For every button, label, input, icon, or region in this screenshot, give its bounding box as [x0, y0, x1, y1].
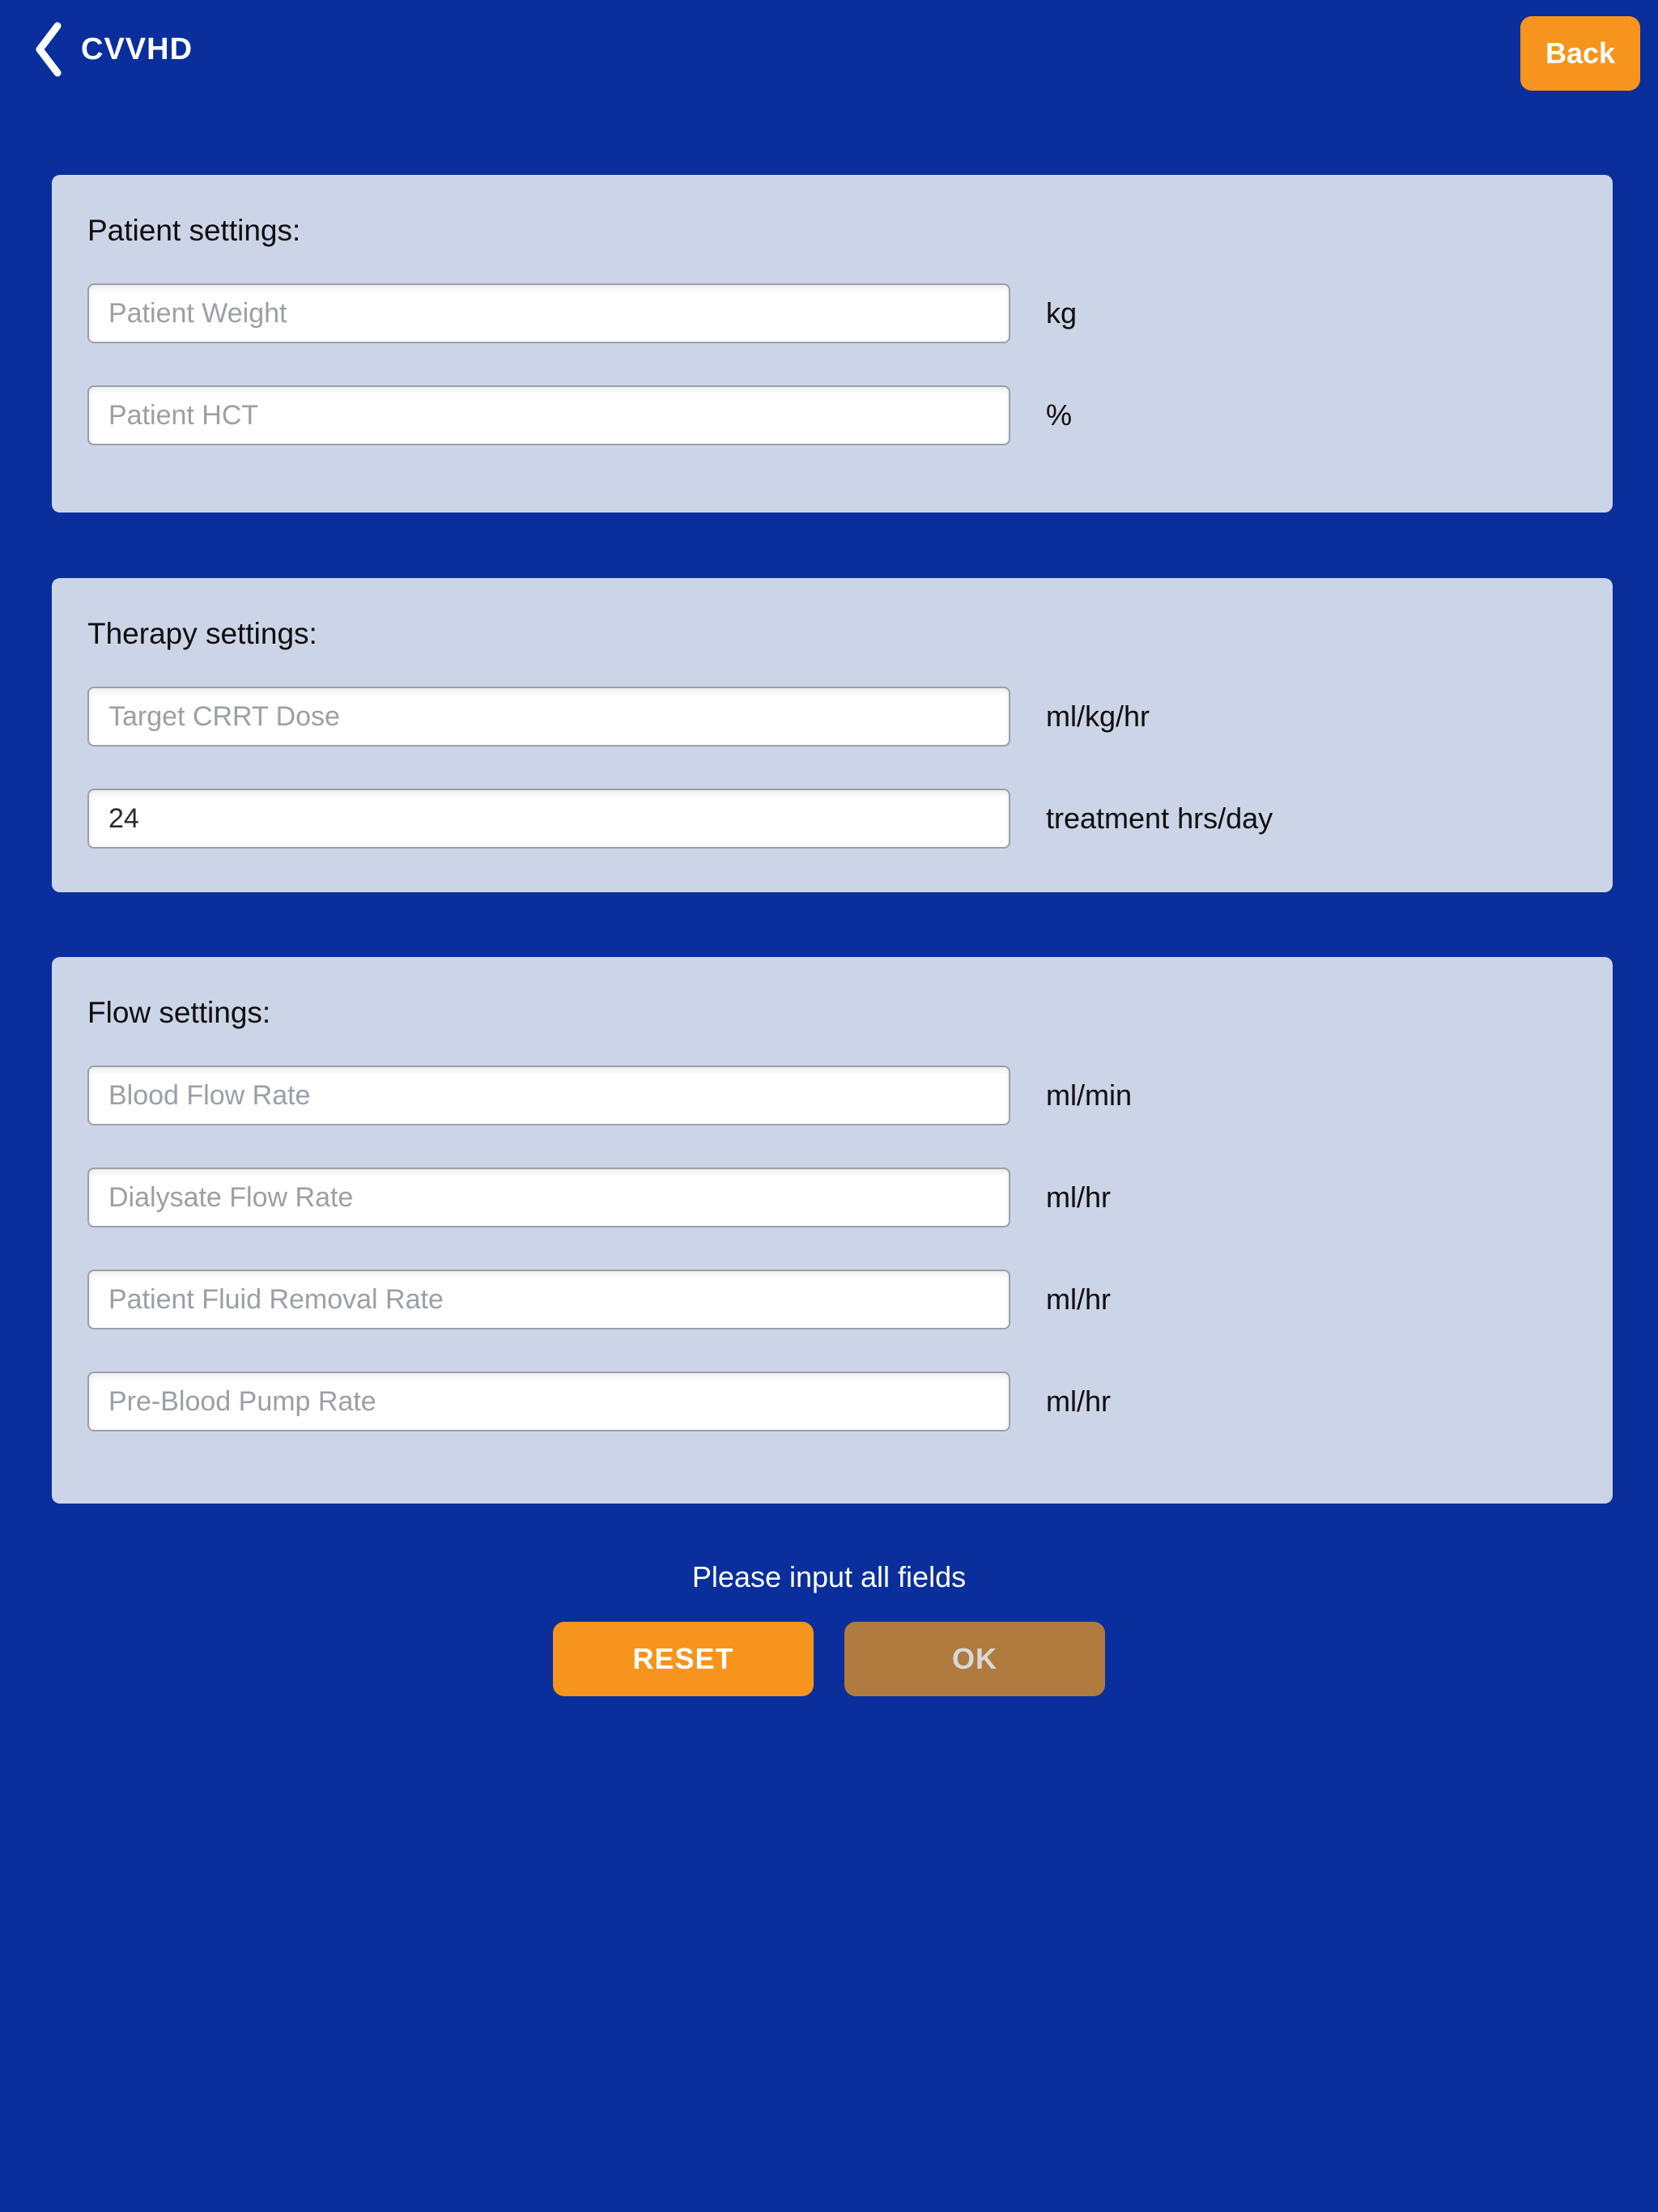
patient-settings-panel	[52, 175, 1613, 513]
back-nav[interactable]	[32, 21, 193, 78]
flow-settings-panel	[52, 957, 1613, 1504]
patient-hct-unit: %	[1046, 398, 1073, 432]
therapy-settings-title: Therapy settings:	[87, 617, 317, 650]
blood-flow-rate-input[interactable]	[87, 1066, 1010, 1125]
patient-hct-row	[87, 385, 1613, 445]
treatment-hours-row	[87, 789, 1613, 849]
target-crrt-dose-row	[87, 687, 1613, 747]
target-crrt-dose-unit: ml/kg/hr	[1046, 700, 1150, 733]
dialysate-flow-rate-unit: ml/hr	[1046, 1180, 1111, 1214]
patient-fluid-removal-rate-row	[87, 1270, 1613, 1329]
patient-weight-input[interactable]	[87, 283, 1010, 343]
patient-hct-input[interactable]	[87, 385, 1010, 445]
header	[0, 0, 1658, 107]
pre-blood-pump-rate-input[interactable]	[87, 1372, 1010, 1431]
therapy-settings-panel	[52, 578, 1613, 892]
treatment-hours-unit: treatment hrs/day	[1046, 802, 1273, 835]
flow-settings-title: Flow settings:	[87, 996, 271, 1029]
pre-blood-pump-rate-unit: ml/hr	[1046, 1385, 1111, 1418]
back-button[interactable]: Back	[1520, 16, 1640, 91]
patient-weight-row	[87, 283, 1613, 343]
target-crrt-dose-input[interactable]	[87, 687, 1010, 747]
treatment-hours-input[interactable]	[87, 789, 1010, 849]
dialysate-flow-rate-row	[87, 1168, 1613, 1227]
back-chevron-icon	[32, 21, 65, 78]
blood-flow-rate-row	[87, 1066, 1613, 1125]
patient-fluid-removal-rate-unit: ml/hr	[1046, 1283, 1111, 1316]
blood-flow-rate-unit: ml/min	[1046, 1078, 1132, 1112]
action-button-row	[0, 1622, 1658, 1696]
reset-button[interactable]: RESET	[553, 1622, 814, 1696]
validation-message: Please input all fields	[691, 1560, 967, 1593]
patient-fluid-removal-rate-input[interactable]	[87, 1270, 1010, 1329]
ok-button[interactable]: OK	[844, 1622, 1105, 1696]
patient-settings-title: Patient settings:	[87, 214, 301, 247]
pre-blood-pump-rate-row	[87, 1372, 1613, 1431]
page-title: CVVHD	[81, 32, 193, 66]
patient-weight-unit: kg	[1046, 296, 1078, 330]
dialysate-flow-rate-input[interactable]	[87, 1168, 1010, 1227]
